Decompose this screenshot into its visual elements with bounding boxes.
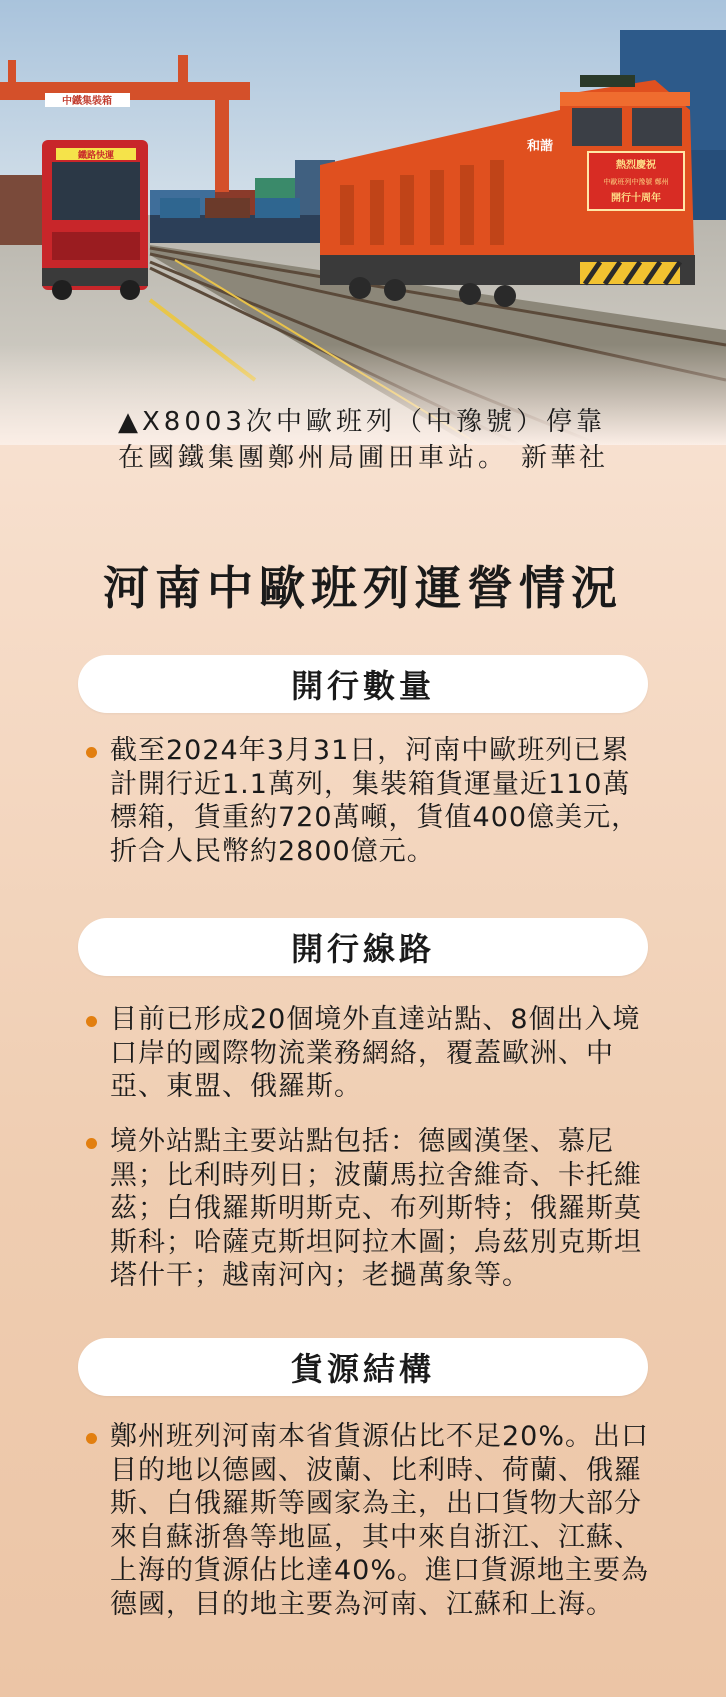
section-heading-cargo-sources: 貨源結構	[78, 1338, 648, 1396]
news-photo	[0, 0, 726, 445]
banner-line-3: 開行十周年	[611, 193, 661, 204]
photo-credit: 新華社	[520, 443, 608, 473]
section-heading-quantity: 開行數量	[78, 655, 648, 713]
bullet-dot-icon	[86, 1138, 97, 1149]
bullet-dot-icon	[86, 1433, 97, 1444]
loco-badge: 和諧	[526, 139, 554, 154]
list-item	[86, 1125, 656, 1293]
train-station-photo	[0, 0, 726, 445]
list-item	[86, 734, 656, 868]
photo-caption	[118, 404, 608, 476]
caption-text: ▲X8003次中歐班列（中豫號）停靠在國鐵集團鄭州局圃田車站。	[118, 407, 606, 473]
bullet-text: 目前已形成20個境外直達站點、8個出入境口岸的國際物流業務網絡，覆蓋歐洲、中亞、東盟、俄羅斯。	[110, 1004, 641, 1102]
truck	[42, 140, 148, 300]
bullet-text: 境外站點主要站點包括：德國漢堡、慕尼黑；比利時列日；波蘭馬拉舍維奇、卡托維茲；白俄羅斯明斯克、布列斯特；俄羅斯莫斯科；哈薩克斯坦阿拉木圖；烏茲別克斯坦塔什干；越南河內；老撾萬象等。	[110, 1126, 642, 1291]
freight-wagons	[150, 198, 325, 243]
truck-sign-text: 鐵路快運	[77, 151, 115, 161]
banner-line-1: 熱烈慶祝	[616, 160, 656, 171]
section-heading-routes: 開行線路	[78, 918, 648, 976]
bullet-text: 截至2024年3月31日，河南中歐班列已累計開行近1.1萬列，集裝箱貨運量近110萬標箱，貨重約720萬噸，貨值400億美元，折合人民幣約2800億元。	[110, 735, 640, 867]
banner-line-2: 中歐班列中豫號 鄭州	[603, 178, 669, 186]
bullet-dot-icon	[86, 1016, 97, 1027]
crane-sign-text: 中鐵集裝箱	[62, 96, 112, 107]
bullet-dot-icon	[86, 747, 97, 758]
list-item	[86, 1003, 656, 1104]
list-item	[86, 1420, 656, 1621]
page-title: 河南中歐班列運營情況	[103, 561, 623, 615]
bullet-text: 鄭州班列河南本省貨源佔比不足20%。出口目的地以德國、波蘭、比利時、荷蘭、俄羅斯、白俄羅斯等國家為主，出口貨物大部分來自蘇浙魯等地區，其中來自浙江、江蘇、上海的貨源佔比達40%。進口貨源地主要為德國，目的地主要為河南、江蘇和上海。	[110, 1421, 650, 1620]
